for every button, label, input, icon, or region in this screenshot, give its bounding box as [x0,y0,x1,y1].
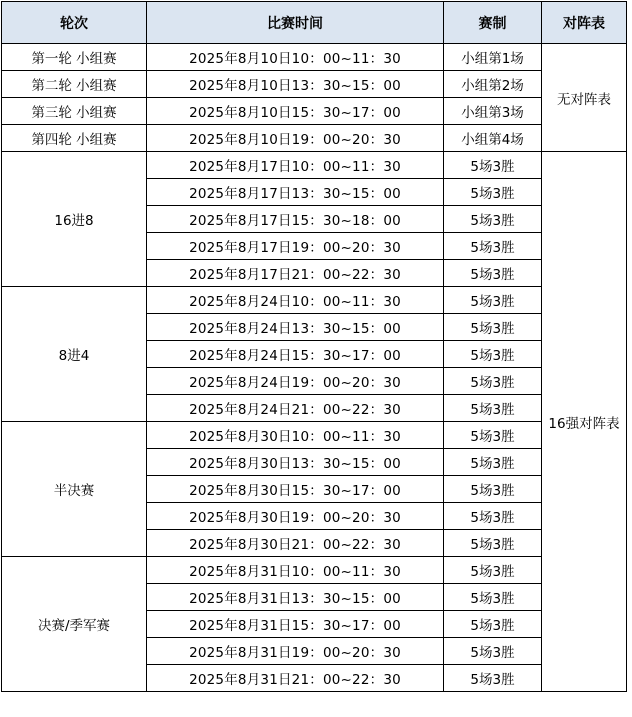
table-row [2,422,627,449]
time-cell: 2025年8月31日21：00~22：30 [147,665,444,692]
table-body [2,44,627,692]
table-row [2,287,627,314]
format-cell: 5场3胜 [444,503,542,530]
header-format: 赛制 [444,2,542,44]
round-cell-round-of-16: 16进8 [2,152,147,287]
table-row [2,557,627,584]
format-cell: 5场3胜 [444,611,542,638]
time-cell: 2025年8月30日10：00~11：30 [147,422,444,449]
format-cell: 5场3胜 [444,287,542,314]
time-cell: 2025年8月17日13：30~15：00 [147,179,444,206]
table-row [2,44,627,71]
time-cell: 2025年8月31日15：30~17：00 [147,611,444,638]
format-cell: 5场3胜 [444,638,542,665]
table-row [2,71,627,98]
format-cell: 5场3胜 [444,341,542,368]
format-cell: 5场3胜 [444,557,542,584]
format-cell: 5场3胜 [444,233,542,260]
schedule-table [1,1,627,692]
time-cell: 2025年8月31日13：30~15：00 [147,584,444,611]
bracket-cell-group-stage: 无对阵表 [542,44,627,152]
format-cell: 5场3胜 [444,530,542,557]
format-cell: 5场3胜 [444,368,542,395]
time-cell: 2025年8月17日10：00~11：30 [147,152,444,179]
header-round: 轮次 [2,2,147,44]
time-cell: 2025年8月10日19：00~20：30 [147,125,444,152]
round-cell: 第四轮 小组赛 [2,125,147,152]
table-row [2,152,627,179]
format-cell: 小组第2场 [444,71,542,98]
format-cell: 小组第1场 [444,44,542,71]
format-cell: 5场3胜 [444,152,542,179]
format-cell: 5场3胜 [444,314,542,341]
table-header [2,2,627,44]
time-cell: 2025年8月30日13：30~15：00 [147,449,444,476]
time-cell: 2025年8月10日15：30~17：00 [147,98,444,125]
round-cell: 第一轮 小组赛 [2,44,147,71]
time-cell: 2025年8月24日21：00~22：30 [147,395,444,422]
format-cell: 5场3胜 [444,206,542,233]
time-cell: 2025年8月10日10：00~11：30 [147,44,444,71]
format-cell: 5场3胜 [444,260,542,287]
time-cell: 2025年8月31日19：00~20：30 [147,638,444,665]
bracket-cell-knockout: 16强对阵表 [542,152,627,692]
header-row [2,2,627,44]
time-cell: 2025年8月24日15：30~17：00 [147,341,444,368]
format-cell: 小组第4场 [444,125,542,152]
time-cell: 2025年8月17日21：00~22：30 [147,260,444,287]
format-cell: 5场3胜 [444,584,542,611]
time-cell: 2025年8月24日13：30~15：00 [147,314,444,341]
format-cell: 5场3胜 [444,449,542,476]
round-cell-quarterfinal: 8进4 [2,287,147,422]
format-cell: 5场3胜 [444,665,542,692]
format-cell: 5场3胜 [444,422,542,449]
time-cell: 2025年8月30日15：30~17：00 [147,476,444,503]
round-cell: 第二轮 小组赛 [2,71,147,98]
time-cell: 2025年8月31日10：00~11：30 [147,557,444,584]
time-cell: 2025年8月17日15：30~18：00 [147,206,444,233]
time-cell: 2025年8月24日19：00~20：30 [147,368,444,395]
round-cell-semifinal: 半决赛 [2,422,147,557]
time-cell: 2025年8月17日19：00~20：30 [147,233,444,260]
format-cell: 5场3胜 [444,179,542,206]
header-time: 比赛时间 [147,2,444,44]
time-cell: 2025年8月30日21：00~22：30 [147,530,444,557]
header-bracket: 对阵表 [542,2,627,44]
time-cell: 2025年8月30日19：00~20：30 [147,503,444,530]
table-row [2,98,627,125]
time-cell: 2025年8月24日10：00~11：30 [147,287,444,314]
time-cell: 2025年8月10日13：30~15：00 [147,71,444,98]
round-cell-final: 决赛/季军赛 [2,557,147,692]
round-cell: 第三轮 小组赛 [2,98,147,125]
format-cell: 5场3胜 [444,476,542,503]
format-cell: 5场3胜 [444,395,542,422]
format-cell: 小组第3场 [444,98,542,125]
table-row [2,125,627,152]
